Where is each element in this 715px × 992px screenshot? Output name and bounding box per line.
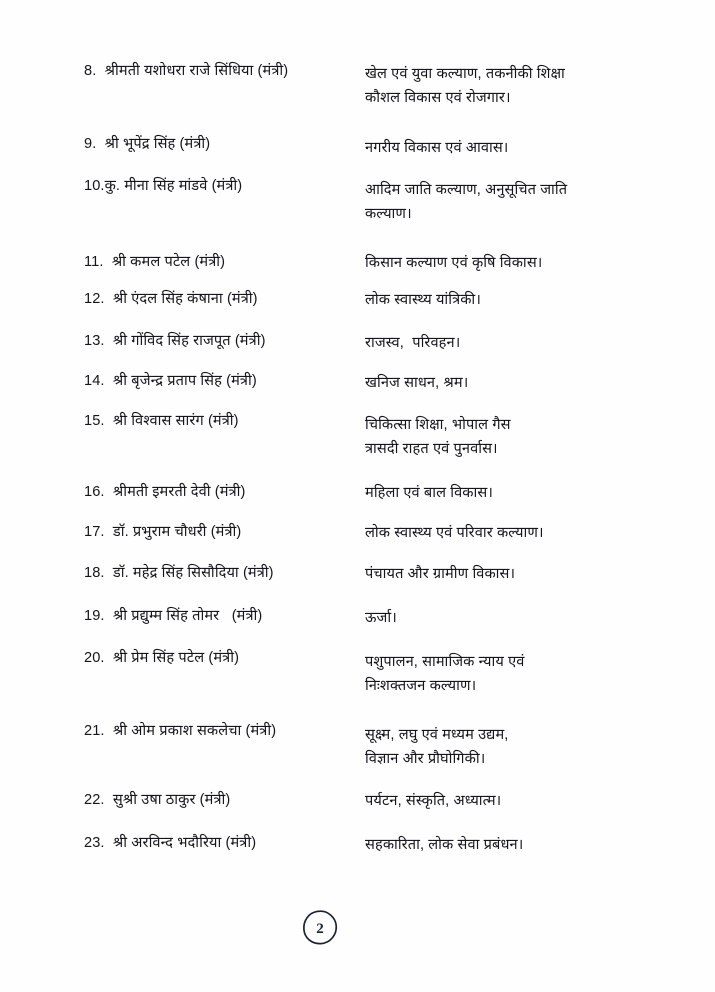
minister-portfolio	[365, 62, 665, 110]
portfolio-line: त्रासदी राहत एवं पुनर्वास।	[365, 441, 498, 458]
portfolio-line: पंचायत और ग्रामीण विकास।	[365, 566, 516, 582]
portfolio-line: पशुपालन, सामाजिक न्याय एवं	[365, 654, 525, 670]
minister-name: 14. श्री बृजेन्द्र प्रताप सिंह (मंत्री)	[84, 373, 257, 389]
minister-name: 17. डॉ. प्रभुराम चौधरी (मंत्री)	[84, 524, 242, 540]
portfolio-line: सूक्ष्म, लघु एवं मध्यम उद्यम,	[365, 727, 509, 743]
portfolio-line: निःशक्तजन कल्याण।	[365, 678, 477, 695]
portfolio-line: किसान कल्याण एवं कृषि विकास।	[365, 255, 543, 271]
minister-name: 15. श्री विश्वास सारंग (मंत्री)	[84, 413, 239, 429]
portfolio-line: चिकित्सा शिक्षा, भोपाल गैस	[365, 417, 511, 433]
page-number-badge	[300, 908, 340, 948]
portfolio-line: पर्यटन, संस्कृति, अध्यात्म।	[365, 793, 502, 809]
minister-name: 22. सुश्री उषा ठाकुर (मंत्री)	[84, 792, 231, 808]
minister-portfolio	[365, 413, 665, 461]
minister-name: 23. श्री अरविन्द भदौरिया (मंत्री)	[84, 835, 257, 851]
portfolio-line: महिला एवं बाल विकास।	[365, 485, 493, 501]
minister-name: 12. श्री एंदल सिंह कंषाना (मंत्री)	[84, 291, 258, 307]
portfolio-line: कौशल विकास एवं रोजगार।	[365, 90, 511, 107]
portfolio-line: नगरीय विकास एवं आवास।	[365, 140, 509, 156]
minister-portfolio	[365, 288, 665, 312]
portfolio-line: आदिम जाति कल्याण, अनुसूचित जाति	[365, 182, 568, 198]
minister-portfolio	[365, 723, 665, 771]
minister-portfolio	[365, 521, 665, 545]
minister-name: 10.कु. मीना सिंह मांडवे (मंत्री)	[84, 178, 243, 194]
minister-portfolio	[365, 136, 665, 160]
minister-name: 13. श्री गोंविद सिंह राजपूत (मंत्री)	[84, 333, 266, 349]
minister-name: 19. श्री प्रद्युम्म सिंह तोमर (मंत्री)	[84, 608, 263, 624]
minister-portfolio	[365, 371, 665, 395]
minister-name: 21. श्री ओम प्रकाश सकलेचा (मंत्री)	[84, 723, 277, 739]
minister-portfolio	[365, 481, 665, 505]
minister-portfolio	[365, 251, 665, 275]
minister-name: 18. डॉ. महेद्र सिंह सिसौदिया (मंत्री)	[84, 565, 274, 581]
page-number-label: 2	[316, 920, 324, 937]
portfolio-line: खनिज साधन, श्रम।	[365, 375, 469, 391]
minister-portfolio	[365, 650, 665, 698]
portfolio-line: सहकारिता, लोक सेवा प्रबंधन।	[365, 837, 524, 853]
minister-portfolio	[365, 833, 665, 857]
minister-name: 8. श्रीमती यशोधरा राजे सिंधिया (मंत्री)	[84, 63, 289, 79]
minister-portfolio	[365, 789, 665, 813]
minister-portfolio	[365, 606, 665, 630]
minister-name: 11. श्री कमल पटेल (मंत्री)	[84, 254, 226, 270]
portfolio-line: लोक स्वास्थ्य एवं परिवार कल्याण।	[365, 525, 544, 541]
minister-portfolio	[365, 331, 665, 355]
portfolio-line: खेल एवं युवा कल्याण, तकनीकी शिक्षा	[365, 66, 565, 82]
minister-name: 16. श्रीमती इमरती देवी (मंत्री)	[84, 484, 246, 500]
portfolio-line: ऊर्जा।	[365, 610, 397, 626]
minister-name: 9. श्री भूपेंद्र सिंह (मंत्री)	[84, 136, 211, 152]
minister-portfolio	[365, 562, 665, 586]
portfolio-line: राजस्व, परिवहन।	[365, 335, 461, 351]
minister-portfolio	[365, 178, 665, 226]
portfolio-line: कल्याण।	[365, 206, 412, 223]
minister-name: 20. श्री प्रेम सिंह पटेल (मंत्री)	[84, 650, 240, 666]
portfolio-line: लोक स्वास्थ्य यांत्रिकी।	[365, 292, 481, 308]
portfolio-line: विज्ञान और प्रौघोगिकी।	[365, 751, 486, 768]
